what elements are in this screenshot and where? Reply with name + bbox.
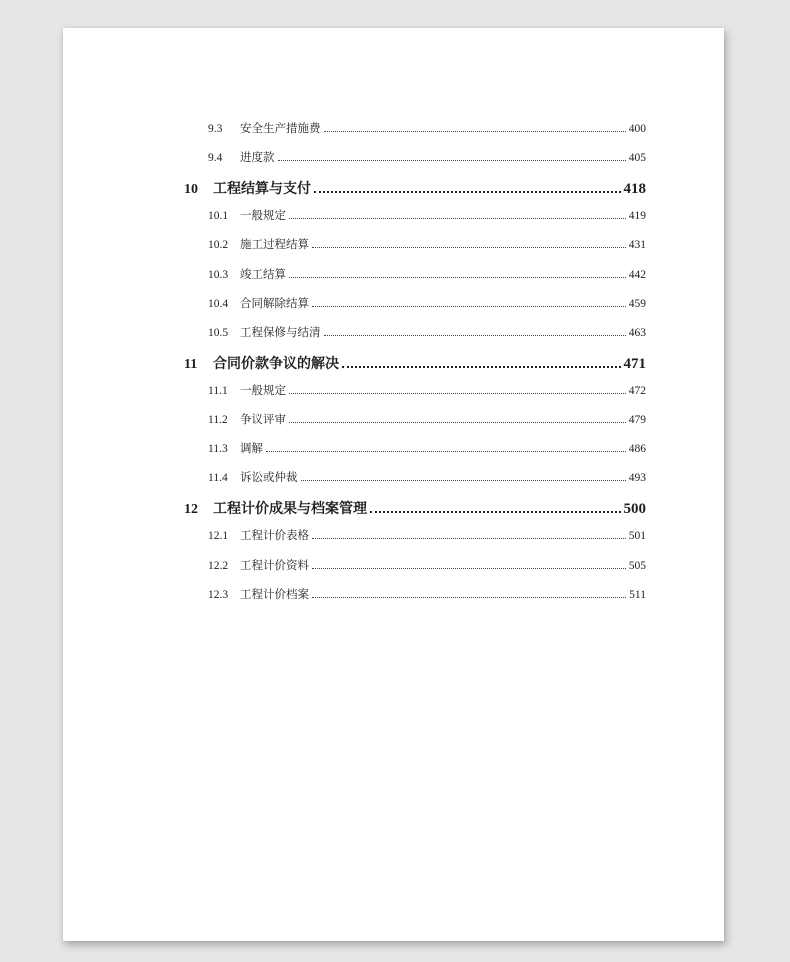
toc-entry-number: 10 — [184, 182, 198, 198]
toc-entry-number: 11 — [184, 356, 198, 372]
toc-entry-page-number: 400 — [628, 123, 646, 135]
toc-entry-title: 争议评审 — [240, 414, 286, 426]
toc-entry-title: 工程保修与结清 — [240, 326, 321, 339]
toc-entry-page-number: 500 — [623, 501, 646, 518]
dot-leader — [289, 383, 626, 394]
document-page — [63, 28, 724, 941]
toc-entry-number: 11.4 — [208, 472, 228, 485]
toc-entry-number: 10.1 — [208, 210, 229, 223]
dot-leader — [370, 499, 621, 514]
toc-section-entry — [208, 266, 646, 282]
toc-entry-number: 11.3 — [208, 443, 228, 456]
toc-section-entry — [208, 411, 646, 427]
toc-entry-number: 9.4 — [208, 152, 223, 165]
toc-entry-title: 进度款 — [240, 152, 275, 165]
dot-leader — [289, 208, 626, 219]
toc-entry-title: 安全生产措施费 — [240, 123, 321, 135]
dot-leader — [301, 470, 626, 481]
dot-leader — [324, 324, 626, 335]
toc-entry-title: 一般规定 — [240, 384, 286, 397]
toc-entry-page-number: 405 — [628, 152, 646, 165]
dot-leader — [312, 528, 626, 539]
toc-chapter-entry — [184, 178, 646, 198]
toc-section-entry — [208, 557, 646, 573]
toc-entry-page-number: 431 — [628, 239, 646, 252]
dot-leader — [312, 586, 626, 597]
toc-entry-page-number: 493 — [628, 472, 646, 485]
toc-entry-number: 12 — [184, 502, 198, 518]
dot-leader — [266, 441, 626, 452]
toc-section-entry — [208, 295, 646, 311]
dot-leader — [278, 150, 626, 161]
toc-section-entry — [208, 207, 646, 223]
toc-entry-number: 12.3 — [208, 588, 229, 601]
toc-entry-number: 11.1 — [208, 384, 228, 397]
toc-section-entry — [208, 324, 646, 340]
toc-entry-title: 工程计价表格 — [240, 530, 309, 543]
toc-entry-number: 9.3 — [208, 123, 223, 135]
toc-entry-page-number: 459 — [628, 297, 646, 310]
toc-section-entry — [208, 149, 646, 165]
toc-entry-page-number: 419 — [628, 210, 646, 223]
toc-entry-title: 一般规定 — [240, 210, 286, 223]
toc-entry-number: 10.4 — [208, 297, 229, 310]
dot-leader — [312, 557, 626, 568]
dot-leader — [314, 179, 621, 194]
toc-section-entry — [208, 120, 646, 136]
toc-entry-page-number: 505 — [628, 559, 646, 572]
toc-entry-page-number: 511 — [629, 588, 646, 601]
toc-chapter-entry — [184, 498, 646, 518]
toc-entry-page-number: 471 — [623, 355, 646, 372]
dot-leader — [289, 412, 626, 423]
toc-chapter-entry — [184, 353, 646, 373]
toc-entry-page-number: 472 — [628, 384, 646, 397]
toc-entry-title: 工程计价资料 — [240, 559, 309, 572]
toc-entry-number: 10.2 — [208, 239, 229, 252]
toc-entry-title: 合同解除结算 — [240, 297, 309, 310]
toc-section-entry — [208, 527, 646, 543]
dot-leader — [312, 237, 626, 248]
toc-entry-page-number: 479 — [628, 414, 646, 426]
toc-entry-page-number: 463 — [628, 326, 646, 339]
toc-entry-page-number: 486 — [628, 443, 646, 456]
toc-entry-page-number: 442 — [628, 268, 646, 281]
toc-entry-title: 工程结算与支付 — [213, 182, 311, 198]
toc-section-entry — [208, 236, 646, 252]
toc-entry-number: 12.2 — [208, 559, 229, 572]
toc-section-entry — [208, 469, 646, 485]
toc-entry-title: 施工过程结算 — [240, 239, 309, 252]
toc-entry-number: 10.5 — [208, 326, 229, 339]
toc-section-entry — [208, 382, 646, 398]
dot-leader — [289, 266, 626, 277]
toc-entry-number: 11.2 — [208, 414, 228, 426]
toc-entry-number: 10.3 — [208, 268, 229, 281]
toc-entry-title: 调解 — [240, 443, 263, 456]
toc-section-entry — [208, 586, 646, 602]
toc-entry-number: 12.1 — [208, 530, 229, 543]
toc-entry-title: 工程计价档案 — [240, 588, 309, 601]
toc-entry-title: 合同价款争议的解决 — [213, 356, 339, 372]
table-of-contents — [63, 28, 724, 941]
dot-leader — [324, 121, 626, 132]
toc-entry-page-number: 501 — [628, 530, 646, 543]
toc-entry-title: 竣工结算 — [240, 268, 286, 281]
dot-leader — [342, 353, 621, 368]
dot-leader — [312, 295, 626, 306]
toc-section-entry — [208, 440, 646, 456]
toc-entry-title: 工程计价成果与档案管理 — [213, 502, 367, 518]
toc-entry-title: 诉讼或仲裁 — [240, 472, 298, 485]
toc-entry-page-number: 418 — [623, 181, 646, 198]
